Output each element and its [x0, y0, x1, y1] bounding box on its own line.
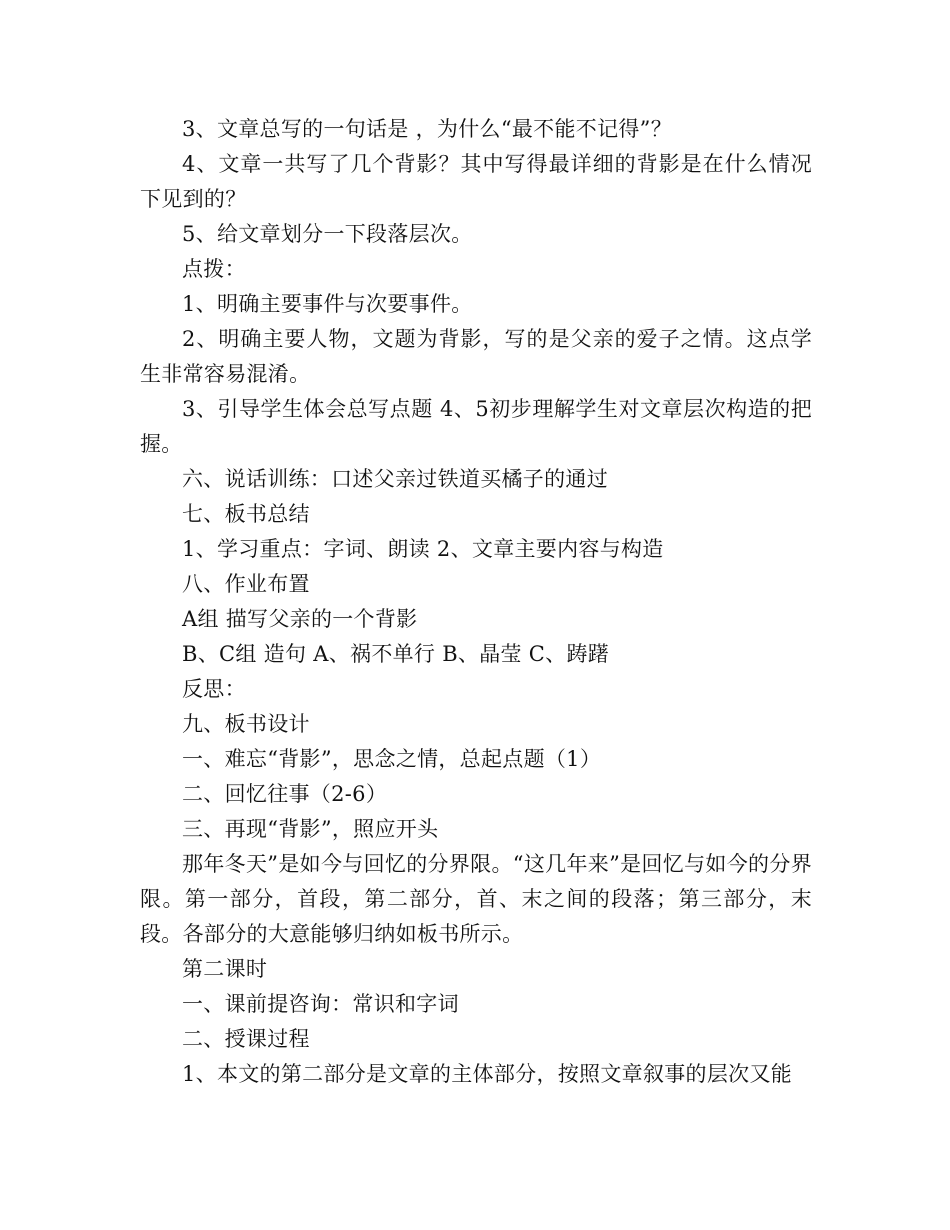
section-heading-homework: 八、作业布置 [182, 572, 310, 596]
document-body [140, 112, 812, 1092]
paragraph-guidance-3: 3、引导学生体会总写点题 4、5初步理解学生对文章层次构造的把握。 [140, 397, 812, 456]
paragraph-question-5: 5、给文章划分一下段落层次。 [182, 222, 473, 246]
paragraph-board-3: 三、再现“背影”，照应开头 [182, 817, 439, 841]
paragraph-teaching-process: 二、授课过程 [182, 1027, 310, 1051]
section-heading-second-lesson: 第二课时 [182, 957, 268, 981]
paragraph-homework-a: A组 描写父亲的一个背影 [182, 607, 418, 631]
section-heading-board-design: 九、板书设计 [182, 712, 310, 736]
paragraph-question-3: 3、文章总写的一句话是 ，为什么“最不能不记得”？ [182, 117, 673, 141]
paragraph-board-2: 二、回忆往事（2-6） [182, 782, 388, 806]
paragraph-guidance-2: 2、明确主要人物，文题为背影，写的是父亲的爱子之情。这点学生非常容易混淆。 [140, 327, 812, 386]
section-heading-speaking: 六、说话训练：口述父亲过铁道买橘子的通过 [182, 467, 608, 491]
paragraph-pre-class-questions: 一、课前提咨询：常识和字词 [182, 992, 459, 1016]
paragraph-key-points: 1、学习重点：字词、朗读 2、文章主要内容与构造 [182, 537, 664, 561]
paragraph-main-body-intro: 1、本文的第二部分是文章的主体部分，按照文章叙事的层次又能 [182, 1062, 793, 1086]
paragraph-reflection: 反思： [182, 677, 246, 701]
paragraph-question-4: 4、文章一共写了几个背影？其中写得最详细的背影是在什么情况下见到的？ [140, 152, 812, 211]
paragraph-structure-notes: 那年冬天”是如今与回忆的分界限。“这几年来”是回忆与如今的分界限。第一部分，首段，第二部分，首、末之间的段落；第三部分，末段。各部分的大意能够归纳如板书所示。 [140, 852, 812, 946]
paragraph-homework-bc: B、C组 造句 A、祸不单行 B、晶莹 C、踌躇 [182, 642, 610, 666]
paragraph-guidance-1: 1、明确主要事件与次要事件。 [182, 292, 473, 316]
paragraph-guidance-heading: 点拨： [182, 257, 246, 281]
paragraph-board-1: 一、难忘“背影”，思念之情，总起点题（1） [182, 747, 602, 771]
section-heading-summary: 七、板书总结 [182, 502, 310, 526]
